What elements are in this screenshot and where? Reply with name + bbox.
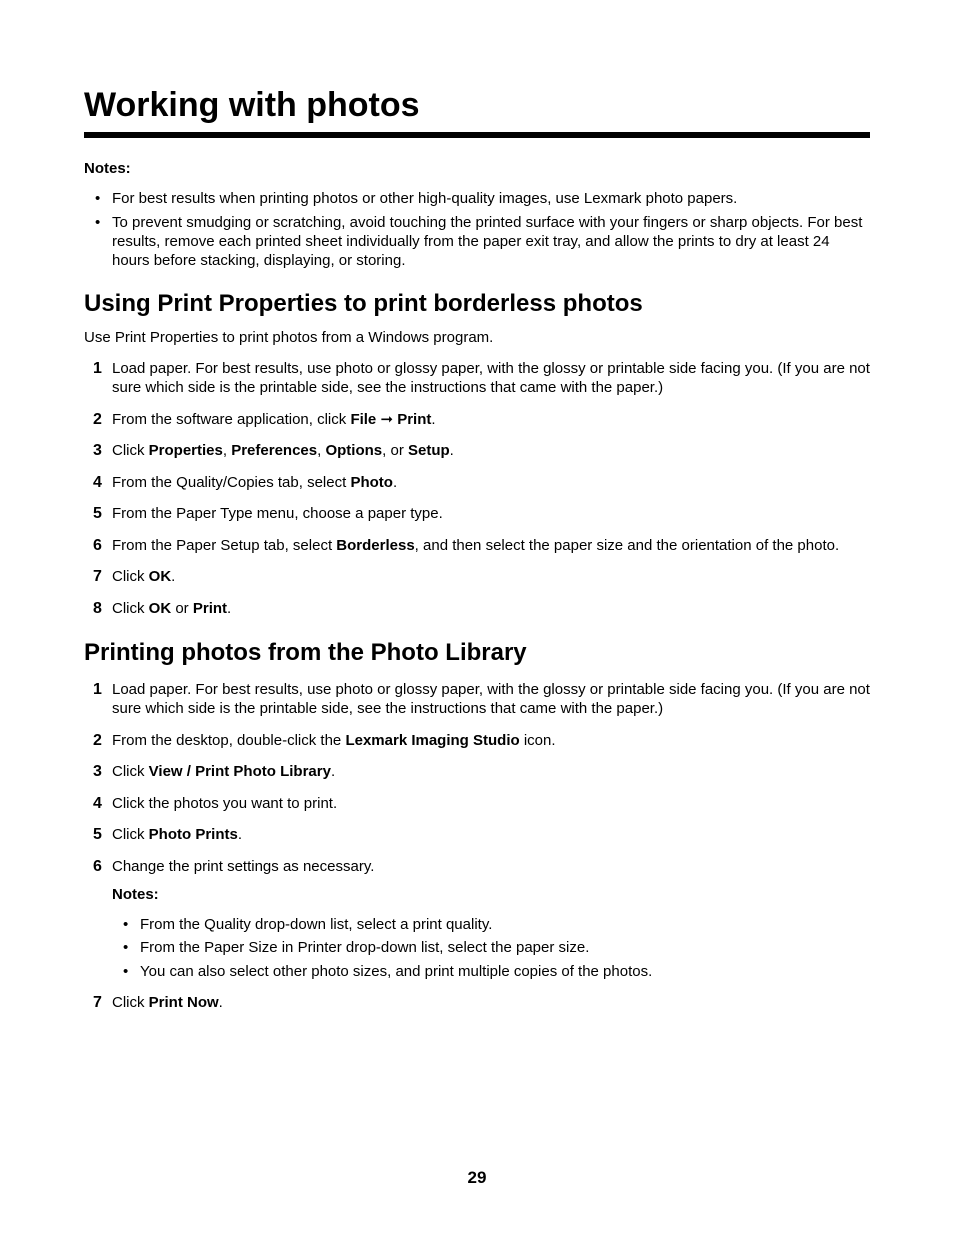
bullet-icon: •	[95, 214, 101, 231]
step-text-bold: View / Print Photo Library	[148, 763, 331, 780]
step-item	[84, 359, 870, 397]
step-item	[84, 857, 870, 981]
title-rule	[84, 132, 870, 138]
step-number: 5	[93, 505, 102, 522]
section-heading-print-properties: Using Print Properties to print borderless photos	[84, 290, 643, 317]
bullet-icon: •	[123, 962, 129, 980]
page-title: Working with photos	[84, 86, 420, 124]
step-text-part: Click the photos you want to print.	[112, 794, 338, 812]
step-note-item	[112, 962, 870, 981]
step-number: 7	[93, 568, 102, 585]
step-text-part: ➞	[376, 410, 398, 428]
step-note-text: From the Quality drop-down list, select a print quality.	[140, 915, 493, 933]
step-number: 1	[93, 360, 102, 377]
step-text-bold: Photo Prints	[148, 826, 238, 843]
step-text-bold: Print	[192, 599, 228, 617]
step-item	[84, 993, 870, 1012]
step-text	[112, 763, 335, 780]
page-number: 29	[467, 1168, 487, 1187]
step-number: 8	[93, 599, 102, 617]
step-item	[84, 567, 870, 586]
section-heading-photo-library: Printing photos from the Photo Library	[84, 639, 527, 666]
steps-list-photo-library	[84, 680, 870, 1012]
step-text-part: .	[218, 994, 223, 1011]
step-text	[112, 537, 839, 554]
step-text-part: Click	[112, 826, 149, 843]
step-text-part: icon.	[519, 731, 556, 749]
step-number: 3	[93, 763, 102, 780]
step-text-bold: Options	[325, 442, 383, 459]
step-text-bold: Print	[397, 410, 432, 428]
notes-list	[84, 189, 870, 270]
steps-list-print-properties	[84, 359, 870, 618]
step-number: 2	[93, 731, 102, 749]
note-item	[84, 189, 870, 208]
step-number: 5	[93, 826, 102, 843]
step-text-bold: Properties	[148, 442, 223, 459]
step-number: 4	[93, 794, 102, 812]
step-text	[112, 474, 397, 491]
step-text-part: .	[431, 410, 436, 428]
notes-label: Notes:	[84, 160, 131, 177]
step-text-part: .	[227, 599, 232, 617]
step-item	[84, 762, 870, 781]
step-number: 6	[93, 536, 102, 554]
step-text-part: From the software application, click	[112, 410, 351, 428]
step-notes-label: Notes:	[112, 885, 159, 903]
step-text	[112, 568, 175, 585]
step-text-part: From the Quality/Copies tab, select	[112, 473, 351, 491]
step-number: 2	[93, 410, 102, 428]
step-text	[112, 360, 870, 396]
step-text-part: , and then select the paper size and the orientation of the photo.	[414, 536, 840, 554]
step-text-bold: File	[350, 410, 377, 428]
step-text	[112, 826, 242, 843]
step-text-part: .	[392, 473, 398, 491]
step-number: 3	[93, 442, 102, 459]
note-item	[84, 213, 870, 270]
step-text-part: Click	[112, 994, 149, 1011]
step-text-part: Click	[112, 442, 149, 459]
step-note-item	[112, 915, 870, 934]
step-text-bold: Lexmark Imaging Studio	[345, 731, 520, 749]
step-text-bold: Preferences	[231, 442, 318, 459]
step-item	[84, 731, 870, 750]
step-item	[84, 599, 870, 618]
step-item	[84, 794, 870, 813]
step-text	[112, 442, 454, 459]
step-text-part: From the desktop, double-click the	[112, 731, 346, 749]
step-item	[84, 441, 870, 460]
step-text-part: Click	[112, 763, 149, 780]
step-text-bold: Borderless	[336, 536, 415, 554]
step-text	[112, 600, 231, 617]
step-text	[112, 858, 374, 875]
step-text	[112, 994, 223, 1011]
step-text-part: Click	[112, 599, 149, 617]
step-text-part: Load paper. For best results, use photo or glossy paper, with the glossy or printable side facing you. (If you are not sure which side is the printable side, see the instructions that came with the paper.)	[112, 360, 870, 396]
section-intro: Use Print Properties to print photos from a Windows program.	[84, 329, 494, 346]
step-item	[84, 680, 870, 718]
note-text: To prevent smudging or scratching, avoid touching the printed surface with your fingers or sharp objects. For best results, remove each printed sheet individually from the paper exit tray, and allow the prints to dry at least 24 hours before stacking, displaying, or storing.	[112, 214, 863, 269]
step-item	[84, 410, 870, 429]
step-text-part: .	[449, 442, 454, 459]
step-notes-list	[112, 915, 870, 981]
step-text-part: Load paper. For best results, use photo or glossy paper, with the glossy or printable side facing you. (If you are not sure which side is the printable side, see the instructions that came with the paper.)	[112, 681, 870, 717]
step-text-part: Change the print settings as necessary.	[112, 857, 375, 875]
step-text	[112, 795, 337, 812]
step-text-part: , or	[382, 442, 408, 459]
step-text-part: From the Paper Setup tab, select	[112, 536, 337, 554]
step-text-bold: Print Now	[148, 994, 219, 1011]
step-text	[112, 732, 556, 749]
step-text	[112, 505, 443, 522]
step-number: 6	[93, 857, 102, 875]
step-text-part: Click	[112, 568, 149, 585]
note-text: For best results when printing photos or other high-quality images, use Lexmark photo papers.	[112, 190, 738, 207]
step-note-item	[112, 938, 870, 957]
step-note-text: From the Paper Size in Printer drop-down list, select the paper size.	[140, 939, 590, 956]
bullet-icon: •	[123, 915, 129, 933]
step-text-part: From the Paper Type menu, choose a paper type.	[112, 505, 443, 522]
step-text	[112, 681, 870, 717]
step-text-part: or	[171, 599, 193, 617]
step-text-bold: Setup	[407, 442, 450, 459]
step-number: 7	[93, 994, 102, 1011]
step-number: 4	[93, 473, 102, 491]
step-text-part: .	[330, 763, 336, 780]
step-item	[84, 536, 870, 555]
step-item	[84, 473, 870, 492]
step-text-part: ,	[317, 442, 326, 459]
step-text-part: .	[237, 826, 243, 843]
step-note-text: You can also select other photo sizes, and print multiple copies of the photos.	[140, 962, 653, 980]
step-text-bold: OK	[148, 599, 172, 617]
step-text-bold: OK	[148, 568, 172, 585]
step-text	[112, 411, 436, 428]
step-text-bold: Photo	[350, 473, 393, 491]
step-text-part: ,	[222, 442, 232, 459]
step-number: 1	[93, 681, 102, 698]
bullet-icon: •	[123, 939, 129, 956]
step-item	[84, 825, 870, 844]
bullet-icon: •	[95, 190, 101, 207]
step-item	[84, 504, 870, 523]
step-text-part: .	[171, 568, 176, 585]
